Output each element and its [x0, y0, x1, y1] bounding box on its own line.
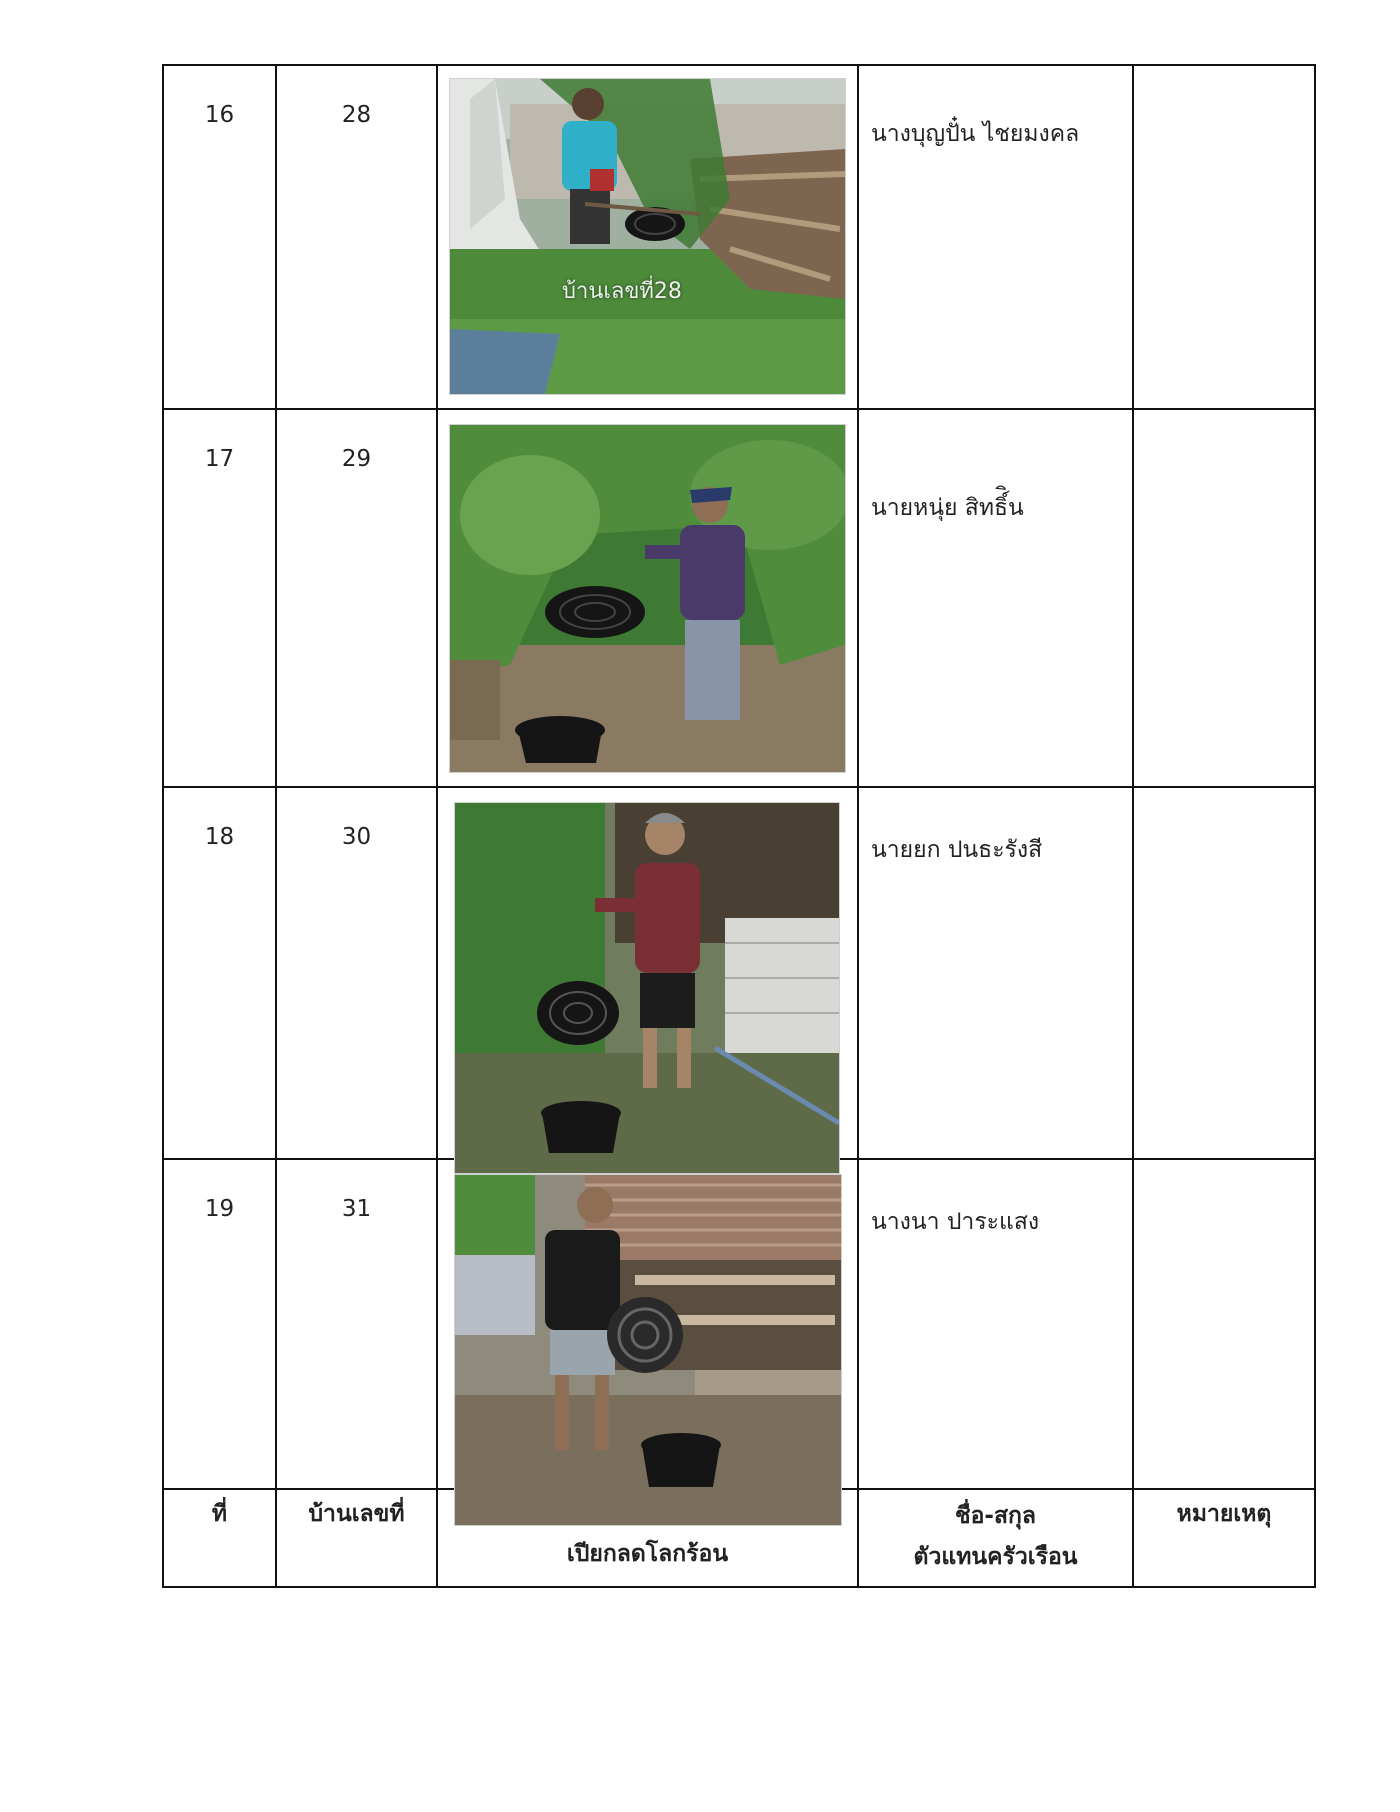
column-header-note: หมายเหตุ	[1133, 1489, 1315, 1587]
table-row	[163, 409, 1315, 787]
column-header-name	[858, 1489, 1133, 1587]
household-representative-name: นางนา ปาระแสง	[858, 1159, 1133, 1489]
column-header-photo: เปียกลดโลกร้อน	[437, 1489, 858, 1587]
note-cell	[1133, 409, 1315, 787]
photo-man-with-bucket-lid	[455, 1175, 841, 1525]
table-row	[163, 65, 1315, 409]
house-number: 29	[276, 409, 437, 787]
row-number: 16	[163, 65, 276, 409]
household-representative-name: นายยก ปนธะรังสี	[858, 787, 1133, 1159]
note-cell	[1133, 787, 1315, 1159]
household-representative-name: นางบุญปั๋น ไชยมงคล	[858, 65, 1133, 409]
household-photo	[449, 424, 846, 773]
table-row	[163, 787, 1315, 1159]
photo-man-with-bucket-lid	[450, 425, 845, 772]
household-table	[162, 64, 1316, 1588]
household-representative-name: นายหนุ่ย สิทธิ์ิน	[858, 409, 1133, 787]
photo-cell	[437, 787, 858, 1159]
household-photo	[449, 78, 846, 395]
row-number: 18	[163, 787, 276, 1159]
house-number: 31	[276, 1159, 437, 1489]
photo-caption: บ้านเลขที่28	[562, 279, 682, 304]
photo-cell	[437, 1159, 858, 1489]
column-header-house-number: บ้านเลขที่	[276, 1489, 437, 1587]
household-photo	[454, 802, 840, 1174]
photo-cell	[437, 65, 858, 409]
note-cell	[1133, 65, 1315, 409]
photo-man-with-bucket-lid	[455, 803, 839, 1173]
row-number: 19	[163, 1159, 276, 1489]
household-photo	[454, 1174, 842, 1526]
house-number: 28	[276, 65, 437, 409]
table-row	[163, 1159, 1315, 1489]
house-number: 30	[276, 787, 437, 1159]
column-header-number: ที่	[163, 1489, 276, 1587]
row-number: 17	[163, 409, 276, 787]
note-cell	[1133, 1159, 1315, 1489]
photo-woman-with-bucket-lid	[450, 79, 845, 394]
column-header-name-line2: ตัวแทนครัวเรือน	[913, 1544, 1078, 1570]
photo-cell	[437, 409, 858, 787]
column-header-name-line1: ชื่อ-สกุล	[954, 1503, 1037, 1529]
